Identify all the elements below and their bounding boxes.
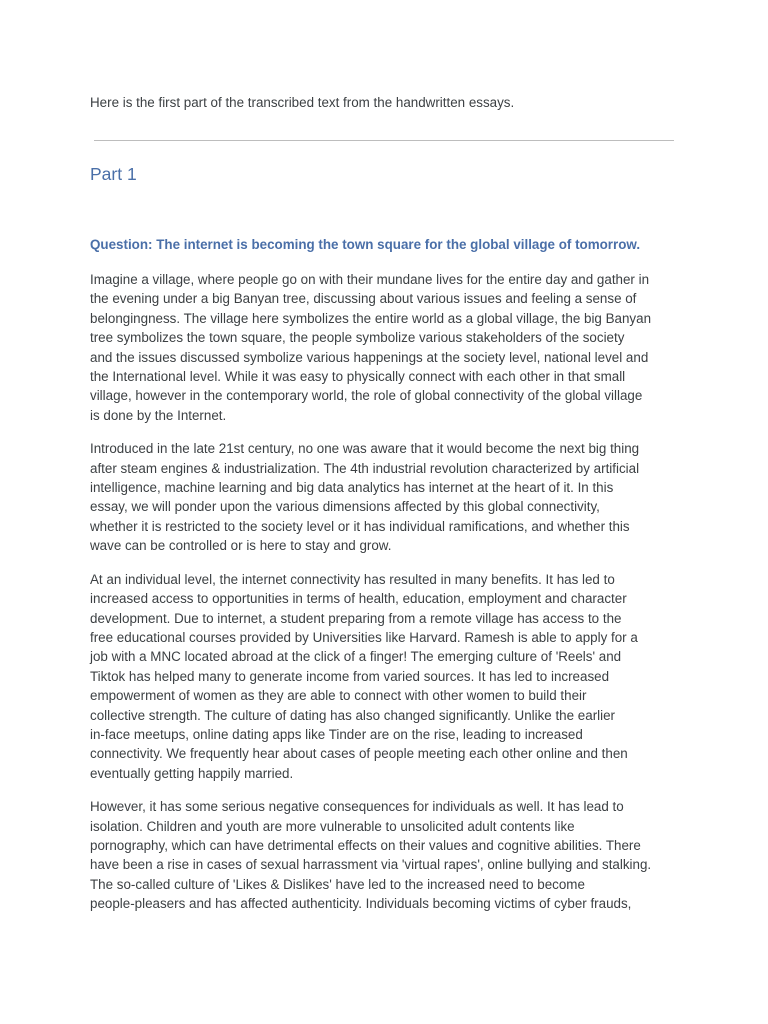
paragraph-line: pornography, which can have detrimental effects on their values and cognitive abilities. There [90,837,641,853]
paragraph-line: essay, we will ponder upon the various dimensions affected by this global connectivity, [90,499,600,515]
paragraph-2 [90,439,680,555]
paragraph-line: However, it has some serious negative consequences for individuals as well. It has lead to [90,799,624,815]
paragraph-line: development. Due to internet, a student preparing from a remote village has access to the [90,610,622,626]
paragraph-line: isolation. Children and youth are more vulnerable to unsolicited adult contents like [90,818,575,834]
question-heading: Question: The internet is becoming the town square for the global village of tomorrow. [90,237,641,252]
paragraph-line: in-face meetups, online dating apps like Tinder are on the rise, leading to increased [90,726,583,742]
essay-body [90,270,680,928]
paragraph-line: increased access to opportunities in terms of health, education, employment and character [90,591,627,607]
horizontal-divider [94,140,674,141]
paragraph-3 [90,570,680,783]
paragraph-line: wave can be controlled or is here to stay and grow. [90,538,392,554]
paragraph-line: the International level. While it was easy to physically connect with each other in that small [90,369,626,385]
part-heading: Part 1 [90,164,137,184]
paragraph-line: Imagine a village, where people go on with their mundane lives for the entire day and gather in [90,272,650,287]
paragraph-line: tree symbolizes the town square, the people symbolize various stakeholders of the society [90,330,625,346]
paragraph-line: after steam engines & industrialization. The 4th industrial revolution characterized by artificial [90,460,640,476]
paragraph-line: have been a rise in cases of sexual harrassment via 'virtual rapes', online bullying and stalking. [90,857,652,873]
paragraph-line: Tiktok has helped many to generate income from varied sources. It has led to increased [90,668,610,684]
paragraph-line: is done by the Internet. [90,407,227,423]
paragraph-line: eventually getting happily married. [90,765,294,781]
paragraph-line: free educational courses provided by Universities like Harvard. Ramesh is able to apply for a [90,629,638,645]
paragraph-line: At an individual level, the internet connectivity has resulted in many benefits. It has led to [90,571,615,587]
paragraph-line: The so-called culture of 'Likes & Dislikes' have led to the increased need to become [90,876,585,892]
paragraph-4 [90,797,680,913]
paragraph-line: whether it is restricted to the society level or it has individual ramifications, and whether this [90,518,630,534]
paragraph-line: belongingness. The village here symbolizes the entire world as a global village, the big Banyan [90,310,652,326]
paragraph-line: Introduced in the late 21st century, no one was aware that it would become the next big thing [90,441,640,457]
paragraph-line: collective strength. The culture of dating has also changed significantly. Unlike the earlier [90,707,616,723]
paragraph-line: empowerment of women as they are able to connect with other women to build their [90,688,587,704]
paragraph-line: the evening under a big Banyan tree, discussing about various issues and feeling a sense of [90,291,637,307]
paragraph-line: job with a MNC located abroad at the click of a finger! The emerging culture of 'Reels' and [90,649,622,665]
paragraph-line: connectivity. We frequently hear about cases of people meeting each other online and then [90,746,628,762]
paragraph-line: village, however in the contemporary world, the role of global connectivity of the global village [90,388,643,404]
paragraph-line: and the issues discussed symbolize various happenings at the society level, national level and [90,349,649,365]
paragraph-line: intelligence, machine learning and big data analytics has internet at the heart of it. In this [90,480,614,496]
paragraph-line: people-pleasers and has affected authenticity. Individuals becoming victims of cyber frauds, [90,896,632,912]
paragraph-1 [90,270,680,425]
intro-text: Here is the first part of the transcribed text from the handwritten essays. [90,95,515,110]
